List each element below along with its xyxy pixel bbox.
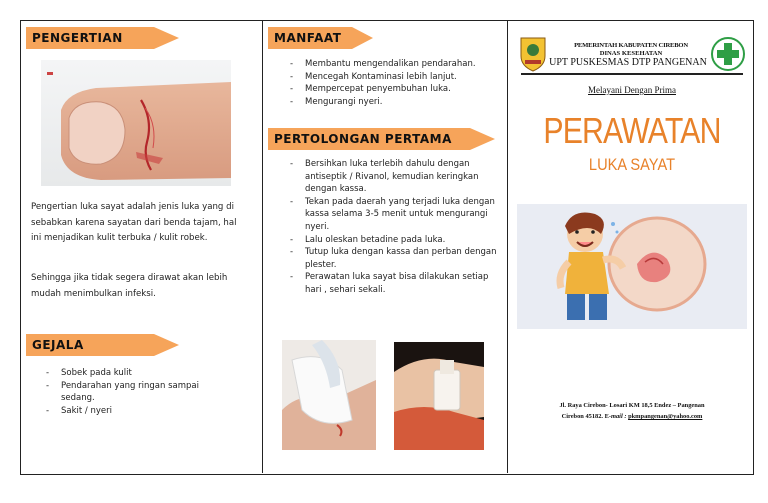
- header-line-2: DINAS KESEHATAN: [599, 50, 663, 57]
- pengertian-paragraph-2: Sehingga jika tidak segera dirawat akan lebih mudah menimbulkan infeksi.: [31, 273, 228, 299]
- header-line-3: UPT PUSKESMAS DTP PANGENAN: [549, 57, 707, 68]
- header-line-1: PEMERINTAH KABUPATEN CIREBON: [574, 42, 688, 49]
- list-item: - Bersihkan luka terlebih dahulu dengan antiseptik / Rivanol, kemudian keringkan dengan kassa.: [287, 158, 497, 196]
- plaster-bandage-photo: [394, 342, 484, 450]
- pertolongan-list: [287, 158, 497, 297]
- pertolongan-header: [268, 128, 496, 150]
- pertolongan-title: PERTOLONGAN PERTAMA: [274, 132, 452, 146]
- manfaat-list: [287, 58, 502, 108]
- pengertian-header: [26, 27, 180, 49]
- manfaat-title: MANFAAT: [274, 31, 342, 45]
- list-item: - Perawatan luka sayat bisa dilakukan setiap hari , sehari sekali.: [287, 271, 497, 296]
- address-email-link[interactable]: pkmpangenan@yahoo.com: [628, 413, 703, 420]
- list-item: - Tutup luka dengan kassa dan perban dengan plester.: [287, 246, 497, 271]
- list-item: - Pendarahan yang ringan sampai sedang.: [43, 380, 203, 405]
- pengertian-paragraph-1: Pengertian luka sayat adalah jenis luka yang di sebabkan karena sayatan dari benda tajam, hal ini menjadikan kulit terbuka / kulit robek.: [31, 202, 237, 243]
- gejala-title: GEJALA: [32, 338, 84, 352]
- list-item: - Mempercepat penyembuhan luka.: [287, 83, 502, 96]
- list-item: - Mencegah Kontaminasi lebih lanjut.: [287, 71, 502, 84]
- address-line-2: [521, 413, 743, 420]
- manfaat-header: [268, 27, 374, 49]
- panel-divider-left: [262, 21, 263, 473]
- address-line-1: Jl. Raya Cirebon- Losari KM 18,5 Endez – Pangenan: [559, 402, 705, 409]
- list-item: - Tekan pada daerah yang terjadi luka dengan kassa selama 3-5 menit untuk mengurangi nyeri.: [287, 196, 497, 234]
- list-item: - Membantu mengendalikan pendarahan.: [287, 58, 502, 71]
- pengertian-title: PENGERTIAN: [32, 31, 123, 45]
- cut-finger-photo: [41, 60, 231, 186]
- tagline: Melayani Dengan Prima: [588, 85, 676, 95]
- cover-title: PERAWATAN: [543, 110, 721, 151]
- header-rule: [521, 73, 743, 75]
- list-item: - Sobek pada kulit: [43, 367, 203, 380]
- list-item: - Lalu oleskan betadine pada luka.: [287, 234, 497, 247]
- gejala-list: [43, 367, 203, 417]
- panel-divider-right: [507, 21, 508, 473]
- gejala-header: [26, 334, 180, 356]
- address-prefix: Cirebon 45182. E-: [561, 413, 612, 420]
- list-item: - Mengurangi nyeri.: [287, 96, 502, 109]
- address-mail-label: mail :: [611, 413, 627, 420]
- child-wound-illustration: [517, 204, 747, 329]
- list-item: - Sakit / nyeri: [43, 405, 203, 418]
- gauze-pressing-photo: [282, 340, 376, 450]
- cover-subtitle: LUKA SAYAT: [588, 155, 676, 174]
